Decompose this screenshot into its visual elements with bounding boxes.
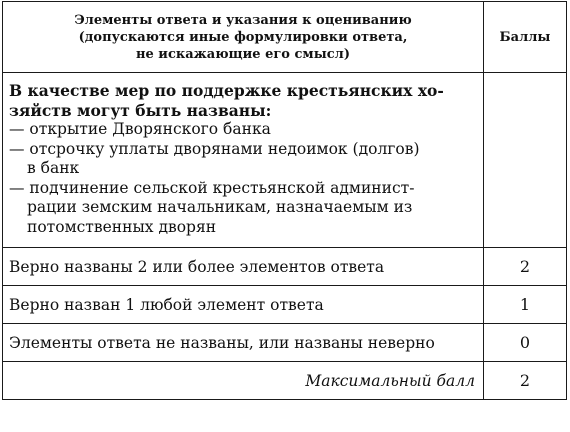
answer-item-continuation: потомственных дворян xyxy=(27,217,217,236)
answer-item xyxy=(9,120,475,140)
score-header: Баллы xyxy=(484,2,567,73)
header-row xyxy=(3,2,567,73)
max-score-value: 2 xyxy=(484,362,567,400)
score-row-value: 2 xyxy=(484,248,567,286)
score-row xyxy=(3,248,567,286)
answer-item-line: — открытие Дворянского банка xyxy=(9,120,271,138)
max-score-label: Максимальный балл xyxy=(3,362,484,400)
grading-table xyxy=(2,1,567,400)
answer-lead-line1: В качестве мер по поддержке крестьянских хо- xyxy=(9,81,444,100)
criteria-header-line2: (допускаются иные формулировки ответа, xyxy=(78,29,408,45)
answer-row xyxy=(3,73,567,248)
answer-item-line: — подчинение сельской крестьянской админист- xyxy=(9,178,415,197)
answer-item xyxy=(9,179,475,238)
criteria-header xyxy=(3,2,484,73)
criteria-header-line3: не искажающие его смысл) xyxy=(136,46,350,62)
answer-score-cell xyxy=(484,73,567,248)
score-row-criterion: Верно названы 2 или более элементов ответа xyxy=(3,248,484,286)
score-row-value: 1 xyxy=(484,286,567,324)
score-row xyxy=(3,324,567,362)
score-row-criterion: Элементы ответа не названы, или названы неверно xyxy=(3,324,484,362)
answer-elements-cell xyxy=(3,73,484,248)
score-row xyxy=(3,286,567,324)
score-row-value: 0 xyxy=(484,324,567,362)
answer-item-continuation: в банк xyxy=(27,159,80,177)
score-row-criterion: Верно назван 1 любой элемент ответа xyxy=(3,286,484,324)
answer-item-line: — отсрочку уплаты дворянами недоимок (долгов) xyxy=(9,139,420,158)
answer-lead-line2: зяйств могут быть названы: xyxy=(9,100,272,120)
answer-item-continuation: рации земским начальникам, назначаемым из xyxy=(27,198,413,216)
max-score-row xyxy=(3,362,567,400)
criteria-header-line1: Элементы ответа и указания к оцениванию xyxy=(74,12,412,28)
answer-lead xyxy=(9,81,475,120)
answer-item xyxy=(9,140,475,179)
